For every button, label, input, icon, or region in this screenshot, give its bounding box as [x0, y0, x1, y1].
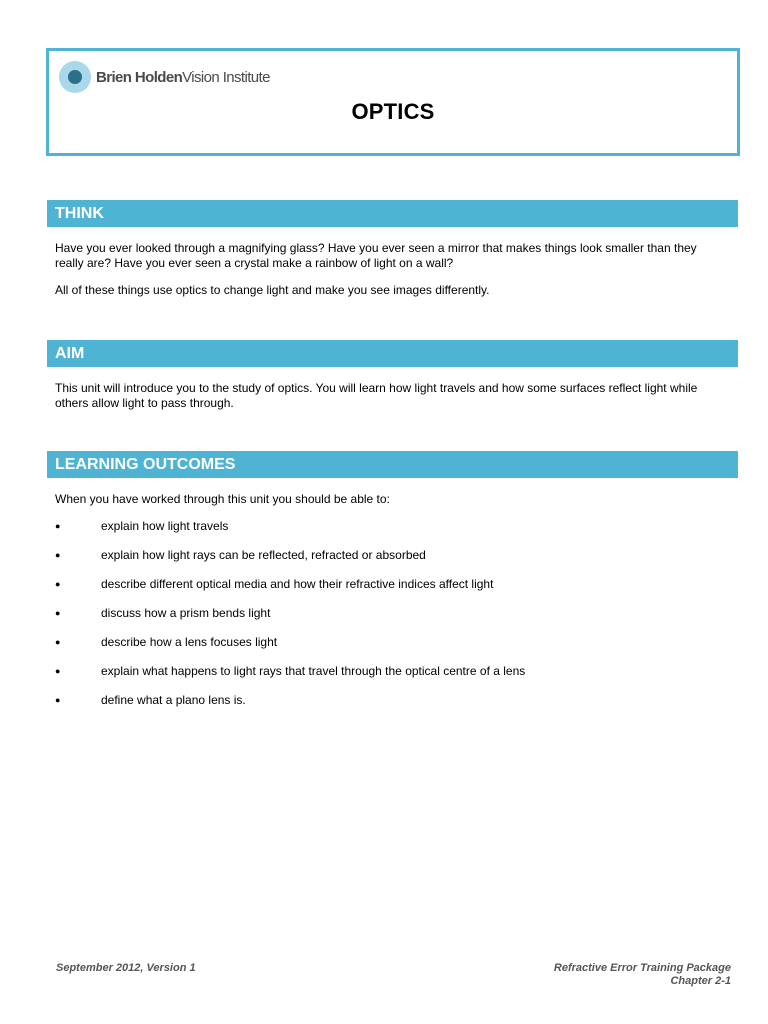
footer-chapter: Chapter 2-1: [670, 975, 731, 987]
list-item-text: explain how light travels: [101, 519, 229, 533]
bullet-icon: ●: [55, 579, 61, 589]
list-item: [55, 548, 725, 577]
bullet-icon: ●: [55, 637, 61, 647]
outcomes-intro: When you have worked through this unit you should be able to:: [55, 492, 390, 506]
list-item: [55, 635, 725, 664]
bullet-icon: ●: [55, 521, 61, 531]
think-paragraph-2: All of these things use optics to change light and make you see images differently.: [55, 283, 490, 297]
bullet-icon: ●: [55, 608, 61, 618]
page-title: OPTICS: [351, 99, 435, 124]
outcomes-list: [55, 519, 725, 722]
logo-text-part1: Brien Holden: [96, 68, 183, 86]
list-item: [55, 606, 725, 635]
footer-package-title: Refractive Error Training Package: [553, 962, 731, 974]
logo: [59, 60, 270, 94]
logo-text: [96, 69, 270, 86]
list-item-text: discuss how a prism bends light: [101, 606, 271, 620]
list-item-text: explain what happens to light rays that travel through the optical centre of a lens: [101, 664, 526, 678]
list-item: [55, 577, 725, 606]
footer-version: September 2012, Version 1: [56, 962, 196, 974]
think-paragraph-1: Have you ever looked through a magnifying glass? Have you ever seen a mirror that makes things look smaller than they really are? Have you ever seen a crystal make a rainbow of light on a wall?: [55, 241, 697, 270]
list-item-text: define what a plano lens is.: [101, 693, 246, 707]
eye-logo-icon: [59, 61, 91, 93]
list-item: [55, 664, 725, 693]
list-item: [55, 693, 725, 722]
footer-package: [554, 962, 731, 988]
section-heading-learning-outcomes: LEARNING OUTCOMES: [47, 451, 738, 478]
list-item: [55, 519, 725, 548]
header-box: [46, 48, 740, 156]
logo-text-part2: Vision Institute: [182, 68, 270, 86]
section-heading-aim: AIM: [47, 340, 738, 367]
aim-paragraph: This unit will introduce you to the study of optics. You will learn how light travels and how some surfaces reflect light while others allow light to pass through.: [55, 381, 698, 410]
list-item-text: describe different optical media and how their refractive indices affect light: [101, 577, 494, 591]
bullet-icon: ●: [55, 550, 61, 560]
section-heading-think: THINK: [47, 200, 738, 227]
list-item-text: describe how a lens focuses light: [101, 635, 278, 649]
bullet-icon: ●: [55, 695, 61, 705]
list-item-text: explain how light rays can be reflected, refracted or absorbed: [101, 548, 426, 562]
bullet-icon: ●: [55, 666, 61, 676]
